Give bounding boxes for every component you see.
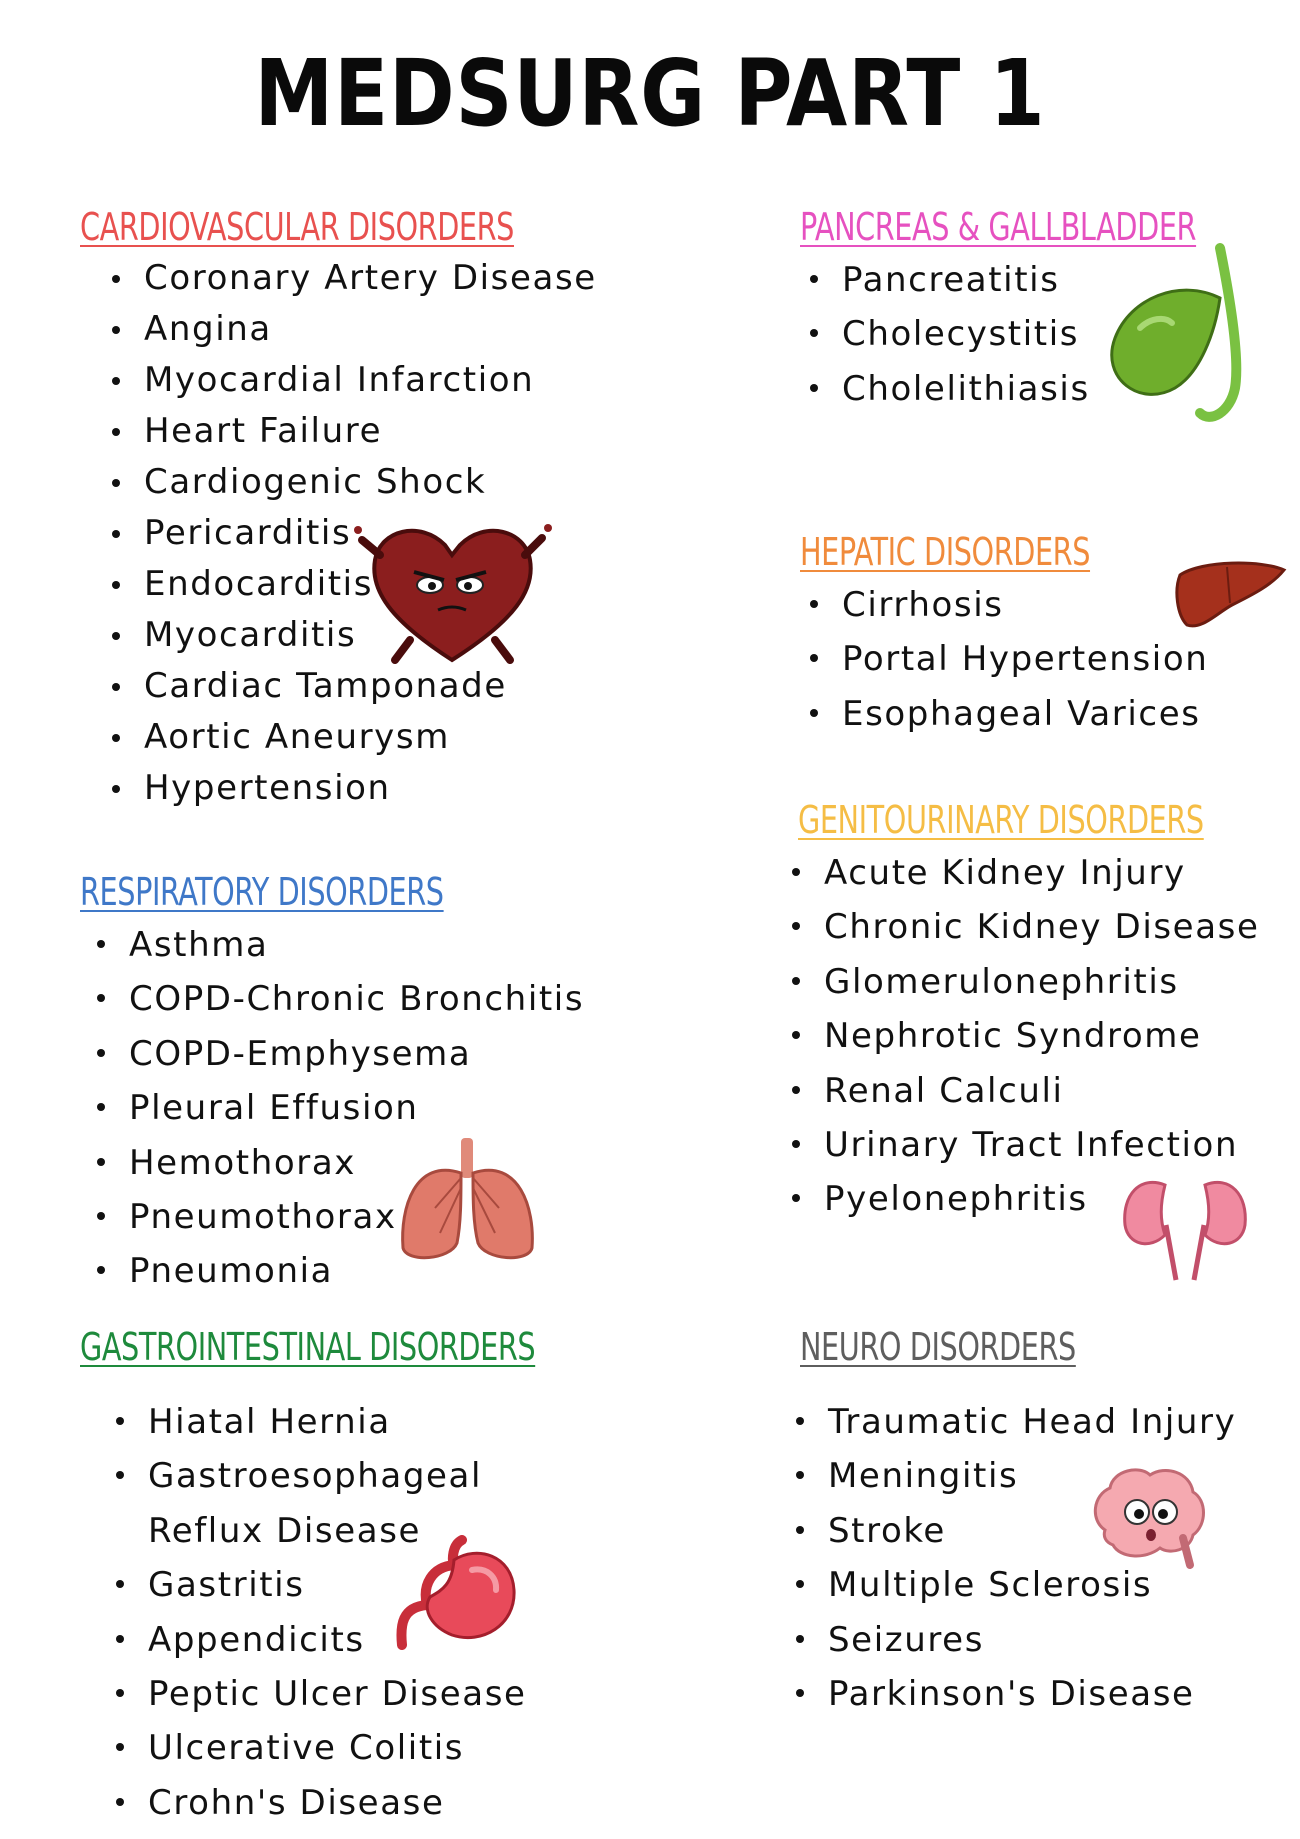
list-item-text: Meningitis: [828, 1456, 1019, 1497]
list-item-text: Peptic Ulcer Disease: [148, 1673, 527, 1714]
list-item-text: Portal Hypertension: [842, 639, 1209, 680]
list-item-text: Parkinson's Disease: [828, 1673, 1195, 1714]
bullet-icon: [792, 1086, 800, 1094]
list-item-text: Crohn's Disease: [148, 1782, 445, 1823]
bullet-icon: [796, 1580, 804, 1588]
list-item: [148, 1776, 622, 1830]
bullet-icon: [792, 1140, 800, 1148]
list-item-text: Myocarditis: [144, 615, 357, 655]
list-item-text: Ulcerative Colitis: [148, 1728, 465, 1769]
section-heading-cardiovascular: CARDIOVASCULAR DISORDERS: [80, 205, 514, 249]
bullet-icon: [796, 1417, 804, 1425]
bullet-icon: [810, 600, 818, 608]
list-item-text: COPD-Emphysema: [129, 1033, 472, 1074]
section-hepatic: [800, 530, 1208, 741]
bullet-icon: [796, 1635, 804, 1643]
list-item-text: Gastritis: [148, 1565, 305, 1606]
list-item-text: Pancreatitis: [842, 260, 1060, 300]
bullet-icon: [792, 868, 800, 876]
bullet-icon: [792, 1194, 800, 1202]
bullet-icon: [97, 1158, 105, 1166]
list-item-text: Heart Failure: [144, 411, 383, 451]
list-item-text: Seizures: [828, 1619, 985, 1660]
list-item-text: Pyelonephritis: [824, 1179, 1088, 1220]
list-item: [144, 304, 597, 355]
kidneys-icon: [1120, 1170, 1250, 1285]
bullet-icon: [810, 329, 818, 337]
list-item: [842, 687, 1208, 741]
list-item-text: Cholecystitis: [842, 314, 1080, 355]
bullet-icon: [112, 428, 120, 436]
list-item: [148, 1721, 622, 1775]
hepatic-list: [842, 578, 1208, 741]
bullet-icon: [97, 994, 105, 1002]
bullet-icon: [112, 785, 120, 793]
list-item: [824, 1118, 1281, 1172]
section-gastrointestinal: [80, 1325, 622, 1830]
list-item: [144, 355, 597, 406]
bullet-icon: [792, 1031, 800, 1039]
bullet-icon: [112, 632, 120, 640]
section-heading-genitourinary: GENITOURINARY DISORDERS: [798, 798, 1204, 842]
list-item: [148, 1504, 622, 1558]
bullet-icon: [116, 1689, 124, 1697]
list-item-text: Pleural Effusion: [129, 1088, 419, 1129]
list-item-text: Endocarditis: [144, 564, 374, 604]
bullet-icon: [796, 1689, 804, 1697]
list-item: [144, 406, 597, 457]
bullet-icon: [112, 581, 120, 589]
list-item: [148, 1667, 622, 1721]
list-item: [828, 1667, 1236, 1721]
list-item-text: Hemothorax: [129, 1142, 357, 1183]
heart-icon: [350, 500, 555, 670]
list-item-text: Appendicits: [148, 1619, 365, 1660]
list-item: [824, 1064, 1281, 1118]
bullet-icon: [810, 275, 818, 283]
list-item-text: Coronary Artery Disease: [144, 258, 597, 298]
bullet-icon: [97, 1266, 105, 1274]
bullet-icon: [97, 940, 105, 948]
list-item: [148, 1395, 622, 1449]
page-title: MEDSURG PART 1: [254, 40, 1046, 147]
bullet-icon: [116, 1798, 124, 1806]
bullet-icon: [116, 1417, 124, 1425]
list-item-text: Urinary Tract Infection: [824, 1124, 1239, 1165]
section-genitourinary: [798, 798, 1281, 1227]
list-item-text: Pneumothorax: [129, 1196, 397, 1237]
bullet-icon: [112, 377, 120, 385]
list-item-text: Cholelithiasis: [842, 368, 1090, 409]
bullet-icon: [97, 1212, 105, 1220]
list-item-text: Cardiac Tamponade: [144, 666, 507, 706]
list-item-text: Glomerulonephritis: [824, 961, 1179, 1002]
list-item: [148, 1613, 622, 1667]
section-heading-respiratory: RESPIRATORY DISORDERS: [80, 870, 444, 914]
bullet-icon: [796, 1526, 804, 1534]
list-item: [144, 763, 597, 814]
list-item: [842, 632, 1208, 686]
list-item-text: Stroke: [828, 1510, 946, 1551]
list-item: [824, 955, 1281, 1009]
list-item-text: Pericarditis: [144, 513, 352, 553]
list-item: [824, 1009, 1281, 1063]
bullet-icon: [97, 1049, 105, 1057]
section-heading-gastrointestinal: GASTROINTESTINAL DISORDERS: [80, 1325, 536, 1369]
list-item-text: COPD-Chronic Bronchitis: [129, 979, 585, 1020]
list-item: [129, 1081, 584, 1135]
list-item: [148, 1558, 622, 1612]
section-heading-pancreas: PANCREAS & GALLBLADDER: [800, 205, 1197, 249]
gastrointestinal-list: [148, 1395, 622, 1830]
bullet-icon: [112, 734, 120, 742]
brain-icon: [1085, 1460, 1210, 1575]
list-item: [129, 1027, 584, 1081]
list-item: [144, 253, 597, 304]
list-item-text: Multiple Sclerosis: [828, 1565, 1153, 1606]
list-item: [824, 900, 1281, 954]
list-item: [144, 712, 597, 763]
list-item-text: Traumatic Head Injury: [828, 1402, 1237, 1442]
liver-icon: [1172, 555, 1287, 635]
bullet-icon: [810, 384, 818, 392]
list-item-text: Reflux Disease: [148, 1510, 422, 1551]
list-item-text: Cirrhosis: [842, 585, 1004, 625]
list-item-text: Myocardial Infarction: [144, 360, 535, 400]
bullet-icon: [792, 977, 800, 985]
bullet-icon: [112, 275, 120, 283]
bullet-icon: [112, 479, 120, 487]
list-item-text: Nephrotic Syndrome: [824, 1016, 1202, 1057]
list-item-text: Gastroesophageal: [148, 1456, 483, 1497]
list-item-text: Asthma: [129, 925, 269, 965]
stomach-icon: [392, 1535, 517, 1650]
bullet-icon: [116, 1635, 124, 1643]
list-item-text: Hiatal Hernia: [148, 1402, 391, 1442]
list-item: [129, 918, 584, 972]
list-item: [828, 1613, 1236, 1667]
section-heading-hepatic: HEPATIC DISORDERS: [800, 530, 1091, 574]
list-item-text: Acute Kidney Injury: [824, 853, 1186, 893]
list-item: [148, 1449, 622, 1503]
bullet-icon: [112, 683, 120, 691]
list-item-text: Esophageal Varices: [842, 693, 1201, 734]
list-item-text: Chronic Kidney Disease: [824, 907, 1260, 948]
bullet-icon: [792, 922, 800, 930]
list-item: [828, 1395, 1236, 1449]
list-item: [824, 846, 1281, 900]
lungs-icon: [395, 1138, 540, 1263]
list-item-text: Renal Calculi: [824, 1070, 1064, 1111]
list-item-text: Aortic Aneurysm: [144, 717, 450, 757]
bullet-icon: [116, 1580, 124, 1588]
section-heading-neuro: NEURO DISORDERS: [800, 1325, 1076, 1369]
bullet-icon: [116, 1743, 124, 1751]
bullet-icon: [796, 1471, 804, 1479]
list-item: [842, 578, 1208, 632]
bullet-icon: [116, 1471, 124, 1479]
bullet-icon: [810, 709, 818, 717]
list-item-text: Angina: [144, 309, 272, 349]
list-item-text: Pneumonia: [129, 1251, 334, 1292]
gallbladder-icon: [1100, 238, 1260, 433]
bullet-icon: [112, 530, 120, 538]
bullet-icon: [810, 654, 818, 662]
bullet-icon: [97, 1103, 105, 1111]
list-item: [129, 972, 584, 1026]
bullet-icon: [112, 326, 120, 334]
list-item-text: Cardiogenic Shock: [144, 462, 487, 502]
list-item-text: Hypertension: [144, 768, 391, 808]
